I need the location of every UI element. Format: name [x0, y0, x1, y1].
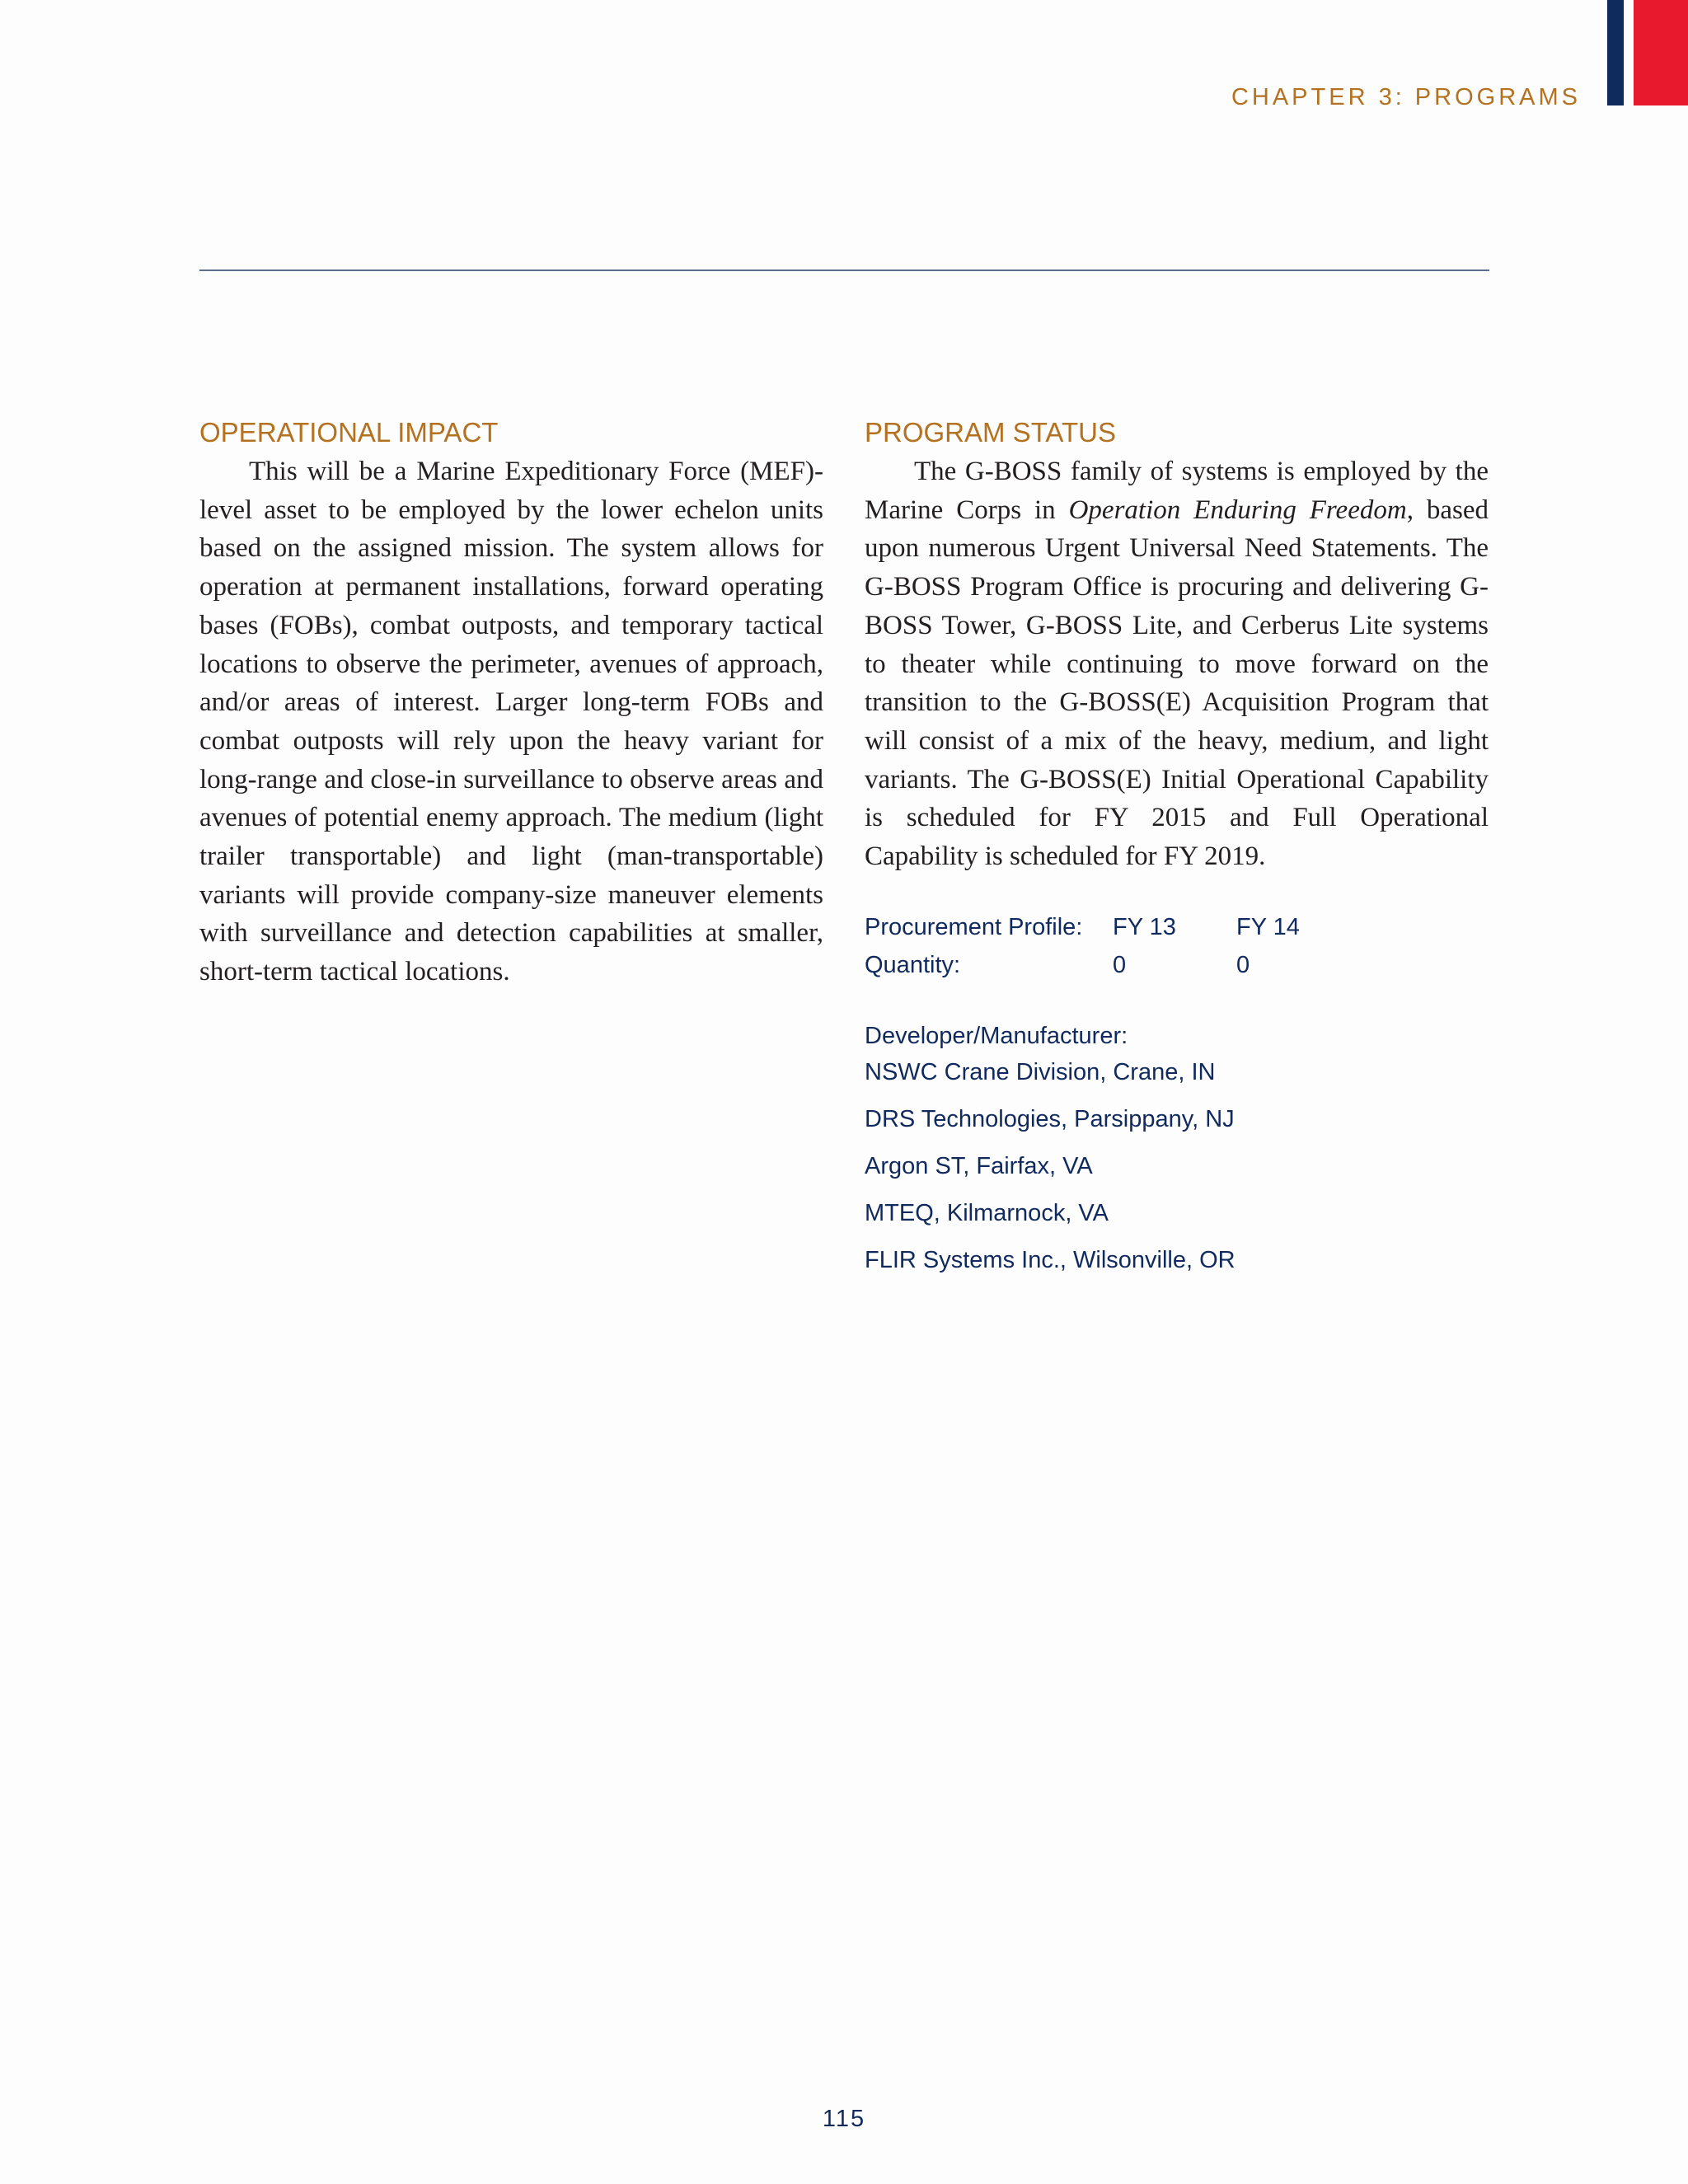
developer-item: NSWC Crane Division, Crane, IN [865, 1058, 1216, 1085]
chapter-tab-red [1634, 0, 1688, 105]
chapter-tab-blue [1607, 0, 1624, 105]
developer-item: FLIR Systems Inc., Wilsonville, OR [865, 1246, 1236, 1273]
program-status-body-italic: Operation Enduring Freedom [1068, 494, 1407, 525]
quantity-fy14: 0 [1236, 951, 1250, 978]
program-status-body-start: The G-BOSS family of systems is employed by the Marine Corps in [865, 457, 1489, 525]
procurement-year-fy14: FY 14 [1236, 913, 1300, 940]
developer-item: DRS Technologies, Parsippany, NJ [865, 1105, 1235, 1132]
developer-list [865, 1022, 1489, 1274]
procurement-year-fy13: FY 13 [1113, 913, 1176, 940]
program-status-heading: PROGRAM STATUS [865, 417, 1116, 448]
page-number: 115 [822, 2106, 866, 2132]
header-divider [199, 269, 1489, 271]
operational-impact-section [199, 416, 823, 991]
program-status-body [865, 452, 1489, 876]
program-status-section [865, 416, 1489, 1293]
program-status-body-end: , based upon numerous Urgent Universal Need Statements. The G-BOSS Program Office is procuring and delivering G-BOSS Tower, G-BOSS Lite, and Cerberus Lite systems to theater while continuing to move forward on the transition to the G-BOSS(E) Acquisition Program that will consist of a mix of the heavy, medium, and light variants. The G-BOSS(E) Initial Operational Capability is scheduled for FY 2015 and Full Operational Capability is scheduled for FY 2019. [865, 494, 1489, 872]
procurement-profile-label: Procurement Profile: [865, 913, 1083, 940]
developer-item: Argon ST, Fairfax, VA [865, 1152, 1093, 1179]
chapter-title: CHAPTER 3: PROGRAMS [1231, 84, 1581, 110]
quantity-label: Quantity: [865, 951, 961, 978]
operational-impact-body: This will be a Marine Expeditionary Force (MEF)-level asset to be employed by the lower echelon units based on the assigned mission. The system allows for operation at permanent installations, forward operating bases (FOBs), combat outposts, and temporary tactical locations to observe the perimeter, avenues of approach, and/or areas of interest. Larger long-term FOBs and combat outposts will rely upon the heavy variant for long-range and close-in surveillance to observe areas and avenues of potential enemy approach. The medium (light trailer transportable) and light (man-transportable) variants will provide company-size maneuver elements with surveillance and detection capabilities at smaller, short-term tactical locations. [199, 457, 823, 987]
quantity-fy13: 0 [1113, 951, 1127, 978]
operational-impact-heading: OPERATIONAL IMPACT [199, 417, 499, 448]
developer-heading: Developer/Manufacturer: [865, 1022, 1128, 1049]
procurement-table [865, 913, 1489, 979]
developer-item: MTEQ, Kilmarnock, VA [865, 1199, 1109, 1226]
